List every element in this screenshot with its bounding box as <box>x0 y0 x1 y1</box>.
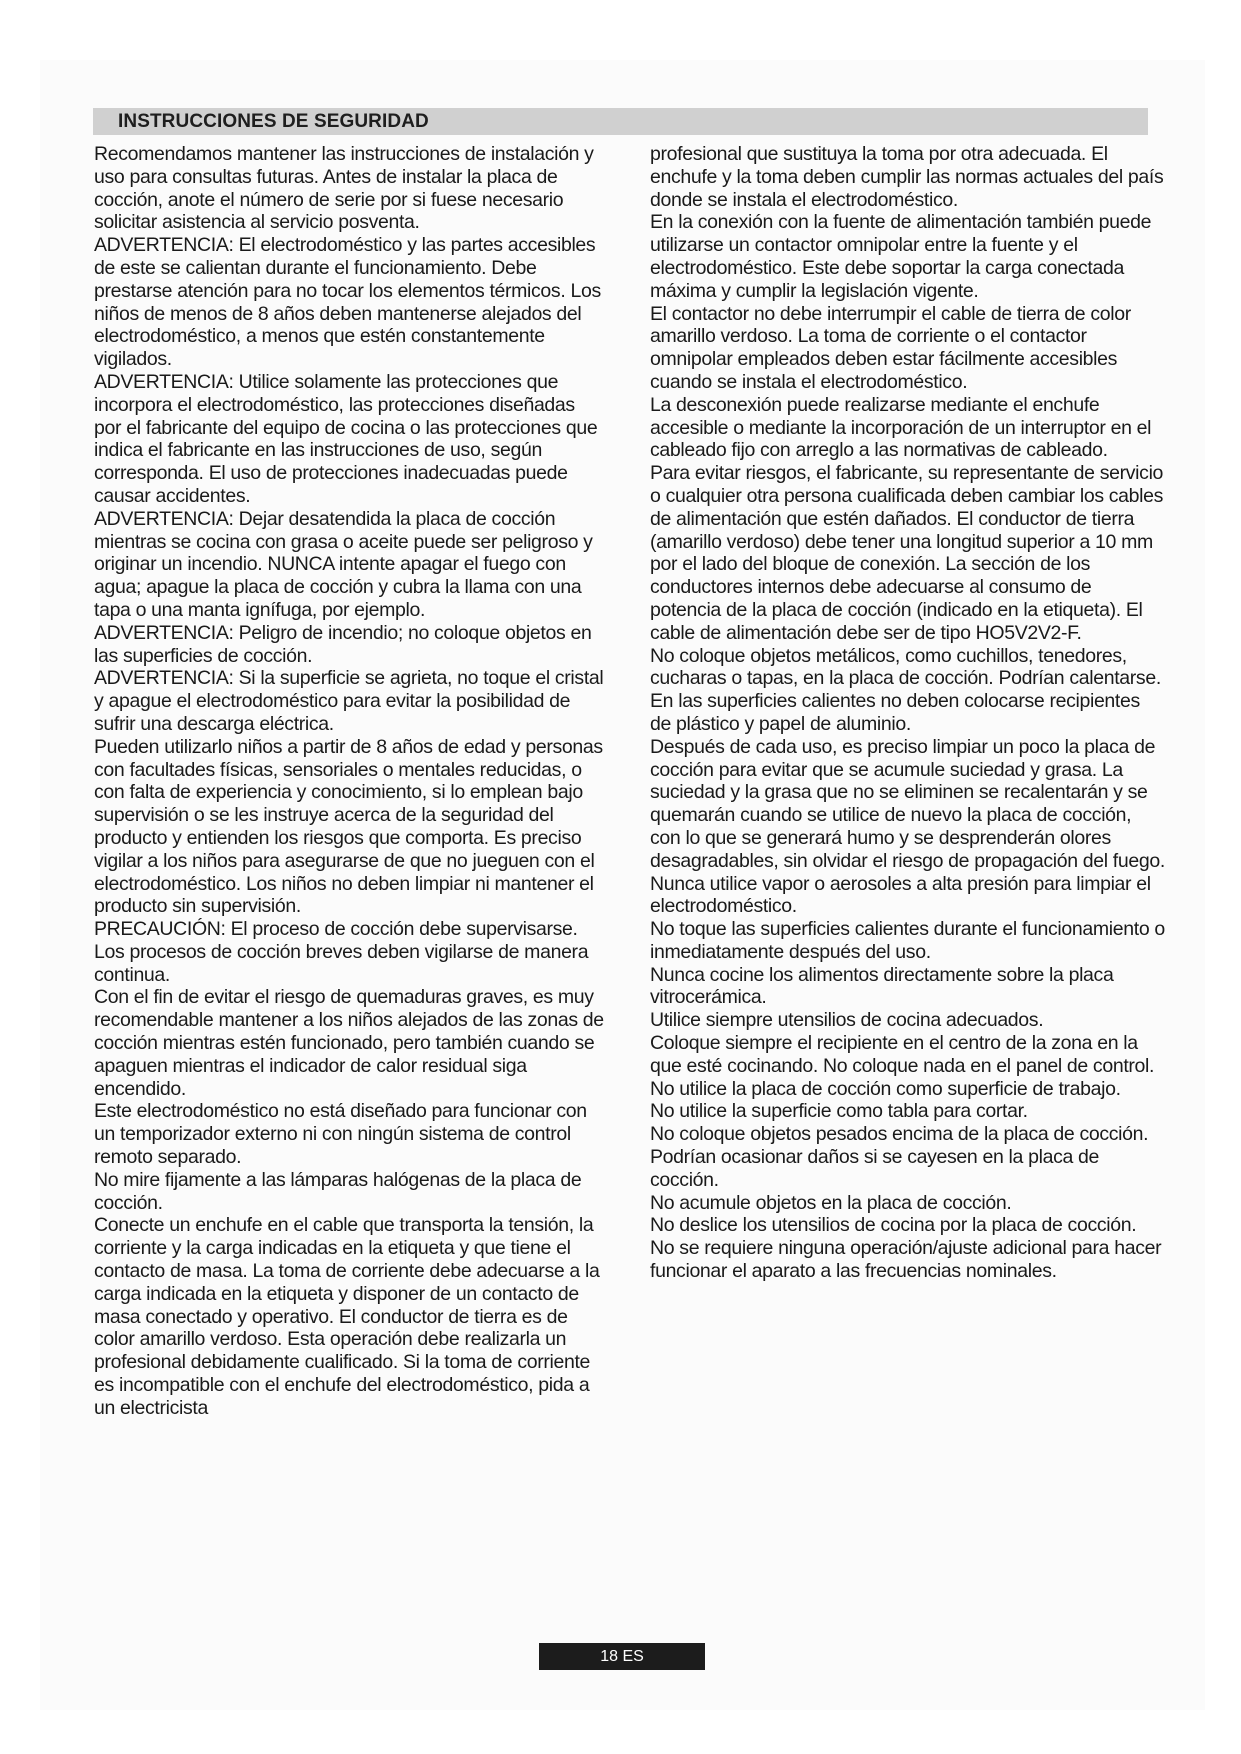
safety-paragraph: No toque las superficies calientes durante el funcionamiento o inmediatamente después del uso. <box>650 918 1165 963</box>
safety-paragraph: Conecte un enchufe en el cable que transporta la tensión, la corriente y la carga indicadas en la etiqueta y que tiene el contacto de masa. La toma de corriente debe adecuarse a la carga indicada en la etiqueta y disponer de un contacto de masa conectado y operativo. El conductor de tierra es de color amarillo verdoso. Esta operación debe realizarla un profesional debidamente cualificado. Si la toma de corriente es incompatible con el enchufe del electrodoméstico, pida a un electricista <box>94 1214 600 1419</box>
safety-paragraph: No coloque objetos pesados encima de la placa de cocción. Podrían ocasionar daños si se cayesen en la placa de cocción. <box>650 1123 1149 1191</box>
safety-paragraph: La desconexión puede realizarse mediante el enchufe accesible o mediante la incorporación de un interruptor en el cableado fijo con arreglo a las normativas de cableado. <box>650 393 1152 462</box>
safety-paragraph: Este electrodoméstico no está diseñado para funcionar con un temporizador externo ni con ningún sistema de control remoto separado. <box>94 1100 587 1169</box>
safety-paragraph: ADVERTENCIA: Dejar desatendida la placa de cocción mientras se cocina con grasa o aceite puede ser peligroso y originar un incendio. NUNCA intente apagar el fuego con agua; apague la placa de cocción y cubra la llama con una tapa o una manta ignífuga, por ejemplo. <box>94 507 593 621</box>
page-number-label: 18 ES <box>600 1648 644 1665</box>
safety-paragraph: Después de cada uso, es preciso limpiar un poco la placa de cocción para evitar que se acumule suciedad y grasa. La suciedad y la grasa que no se eliminen se recalentarán y se quemarán cuando se utilice de nuevo la placa de cocción, con lo que se generará humo y se desprenderán olores desagradables, sin olvidar el riesgo de propagación del fuego. <box>650 735 1165 872</box>
section-header-bar <box>93 108 1148 135</box>
page-number-badge <box>539 1643 705 1670</box>
safety-paragraph: Con el fin de evitar el riesgo de quemaduras graves, es muy recomendable mantener a los niños alejados de las zonas de cocción mientras estén funcionado, pero también cuando se apaguen mientras el indicador de calor residual siga encendido. <box>94 986 604 1100</box>
safety-paragraph: En las superficies calientes no deben colocarse recipientes de plástico y papel de aluminio. <box>650 690 1140 735</box>
safety-paragraph: El contactor no debe interrumpir el cable de tierra de color amarillo verdoso. La toma de corriente o el contactor omnipolar empleados deben estar fácilmente accesibles cuando se instala el electrodoméstico. <box>650 302 1131 393</box>
safety-paragraph: ADVERTENCIA: Si la superficie se agrieta, no toque el cristal y apague el electrodoméstico para evitar la posibilidad de sufrir una descarga eléctrica. <box>94 667 604 735</box>
safety-paragraph: Para evitar riesgos, el fabricante, su representante de servicio o cualquier otra persona cualificada deben cambiar los cables de alimentación que estén dañados. El conductor de tierra (amarillo verdoso) debe tener una longitud superior a 10 mm por el lado del bloque de conexión. La sección de los conductores internos debe adecuarse al consumo de potencia de la placa de cocción (indicado en la etiqueta). El cable de alimentación debe ser de tipo HO5V2V2-F. <box>650 462 1164 644</box>
safety-paragraph: Coloque siempre el recipiente en el centro de la zona en la que esté cocinando. No coloque nada en el panel de control. <box>650 1032 1155 1077</box>
right-text-column <box>650 143 1165 1283</box>
safety-paragraph: No utilice la placa de cocción como superficie de trabajo. <box>650 1077 1121 1100</box>
safety-paragraph: PRECAUCIÓN: El proceso de cocción debe supervisarse. Los procesos de cocción breves deben vigilarse de manera continua. <box>94 918 589 986</box>
safety-paragraph: Utilice siempre utensilios de cocina adecuados. <box>650 1009 1044 1032</box>
safety-paragraph: No deslice los utensilios de cocina por la placa de cocción. <box>650 1214 1137 1237</box>
safety-paragraph: No acumule objetos en la placa de cocción. <box>650 1191 1012 1214</box>
safety-paragraph: En la conexión con la fuente de alimentación también puede utilizarse un contactor omnipolar entre la fuente y el electrodoméstico. Este debe soportar la carga conectada máxima y cumplir la legislación vigente. <box>650 211 1152 302</box>
safety-paragraph: Nunca cocine los alimentos directamente sobre la placa vitrocerámica. <box>650 963 1114 1009</box>
safety-paragraph: ADVERTENCIA: Utilice solamente las protecciones que incorpora el electrodoméstico, las protecciones diseñadas por el fabricante del equipo de cocina o las protecciones que indica el fabricante en las instrucciones de uso, según corresponda. El uso de protecciones inadecuadas puede causar accidentes. <box>94 370 598 507</box>
safety-paragraph: profesional que sustituya la toma por otra adecuada. El enchufe y la toma deben cumplir las normas actuales del país donde se instala el electrodoméstico. <box>650 143 1164 211</box>
safety-paragraph: No coloque objetos metálicos, como cuchillos, tenedores, cucharas o tapas, en la placa de cocción. Podrían calentarse. <box>650 644 1161 690</box>
section-title: INSTRUCCIONES DE SEGURIDAD <box>118 111 429 132</box>
safety-paragraph: Pueden utilizarlo niños a partir de 8 años de edad y personas con facultades físicas, sensoriales o mentales reducidas, o con falta de experiencia y conocimiento, si lo emplean bajo supervisión o se les instruye acerca de la seguridad del producto y entienden los riesgos que comporta. Es preciso vigilar a los niños para asegurarse de que no jueguen con el electrodoméstico. Los niños no deben limpiar ni mantener el producto sin supervisión. <box>94 735 603 918</box>
left-text-column <box>94 143 606 1420</box>
safety-paragraph: No mire fijamente a las lámparas halógenas de la placa de cocción. <box>94 1168 582 1214</box>
safety-paragraph: No utilice la superficie como tabla para cortar. <box>650 1100 1028 1123</box>
safety-paragraph: Recomendamos mantener las instrucciones de instalación y uso para consultas futuras. Antes de instalar la placa de cocción, anote el número de serie por si fuese necesario solicitar asistencia al servicio posventa. <box>94 143 594 234</box>
safety-paragraph: ADVERTENCIA: El electrodoméstico y las partes accesibles de este se calientan durante el funcionamiento. Debe prestarse atención para no tocar los elementos térmicos. Los niños de menos de 8 años deben mantenerse alejados del electrodoméstico, a menos que estén constantemente vigilados. <box>94 234 601 371</box>
safety-paragraph: No se requiere ninguna operación/ajuste adicional para hacer funcionar el aparato a las frecuencias nominales. <box>650 1237 1162 1283</box>
safety-paragraph: Nunca utilice vapor o aerosoles a alta presión para limpiar el electrodoméstico. <box>650 872 1151 918</box>
safety-paragraph: ADVERTENCIA: Peligro de incendio; no coloque objetos en las superficies de cocción. <box>94 621 592 667</box>
